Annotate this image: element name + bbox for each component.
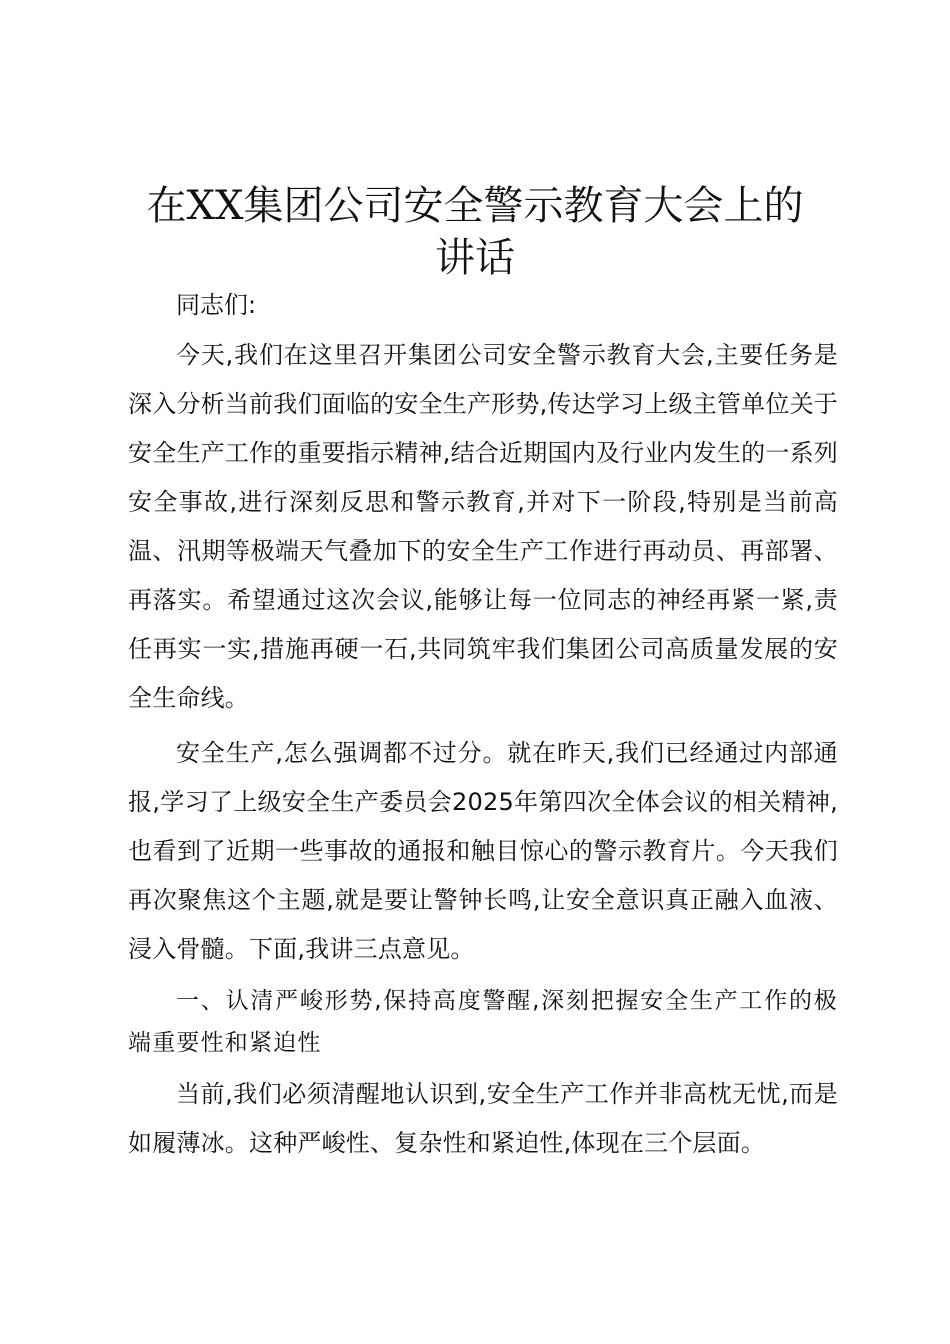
paragraph-situation: 当前,我们必须清醒地认识到,安全生产工作并非高枕无忧,而是如履薄冰。这种严峻性、复杂性和紧迫性,体现在三个层面。: [128, 1080, 838, 1157]
document-body: [128, 331, 838, 974]
section-one: [128, 980, 838, 1168]
section-heading-one: 一、认清严峻形势,保持高度警醒,深刻把握安全生产工作的极端重要性和紧迫性: [128, 988, 838, 1056]
salutation: 同志们:: [176, 291, 257, 319]
document-title-line2: 讲话: [435, 235, 515, 281]
paragraph-intro: 今天,我们在这里召开集团公司安全警示教育大会,主要任务是深入分析当前我们面临的安全生产形势,传达学习上级主管单位关于安全生产工作的重要指示精神,结合近期国内及行业内发生的一系列安全事故,进行深刻反思和警示教育,并对下一阶段,特别是当前高温、汛期等极端天气叠加下的安全生产工作进行再动员、再部署、再落实。希望通过这次会议,能够让每一位同志的神经再紧一紧,责任再实一实,措施再硬一石,共同筑牢我们集团公司高质量发展的安全生命线。: [128, 341, 838, 712]
paragraph-emphasis: 安全生产,怎么强调都不过分。就在昨天,我们已经通过内部通报,学习了上级安全生产委员会2025年第四次全体会议的相关精神,也看到了近期一些事故的通报和触目惊心的警示教育片。今天我们再次聚焦这个主题,就是要让警钟长鸣,让安全意识真正融入血液、浸入骨髓。下面,我讲三点意见。: [128, 739, 838, 963]
document-title-line1: 在XX集团公司安全警示教育大会上的: [146, 183, 804, 229]
